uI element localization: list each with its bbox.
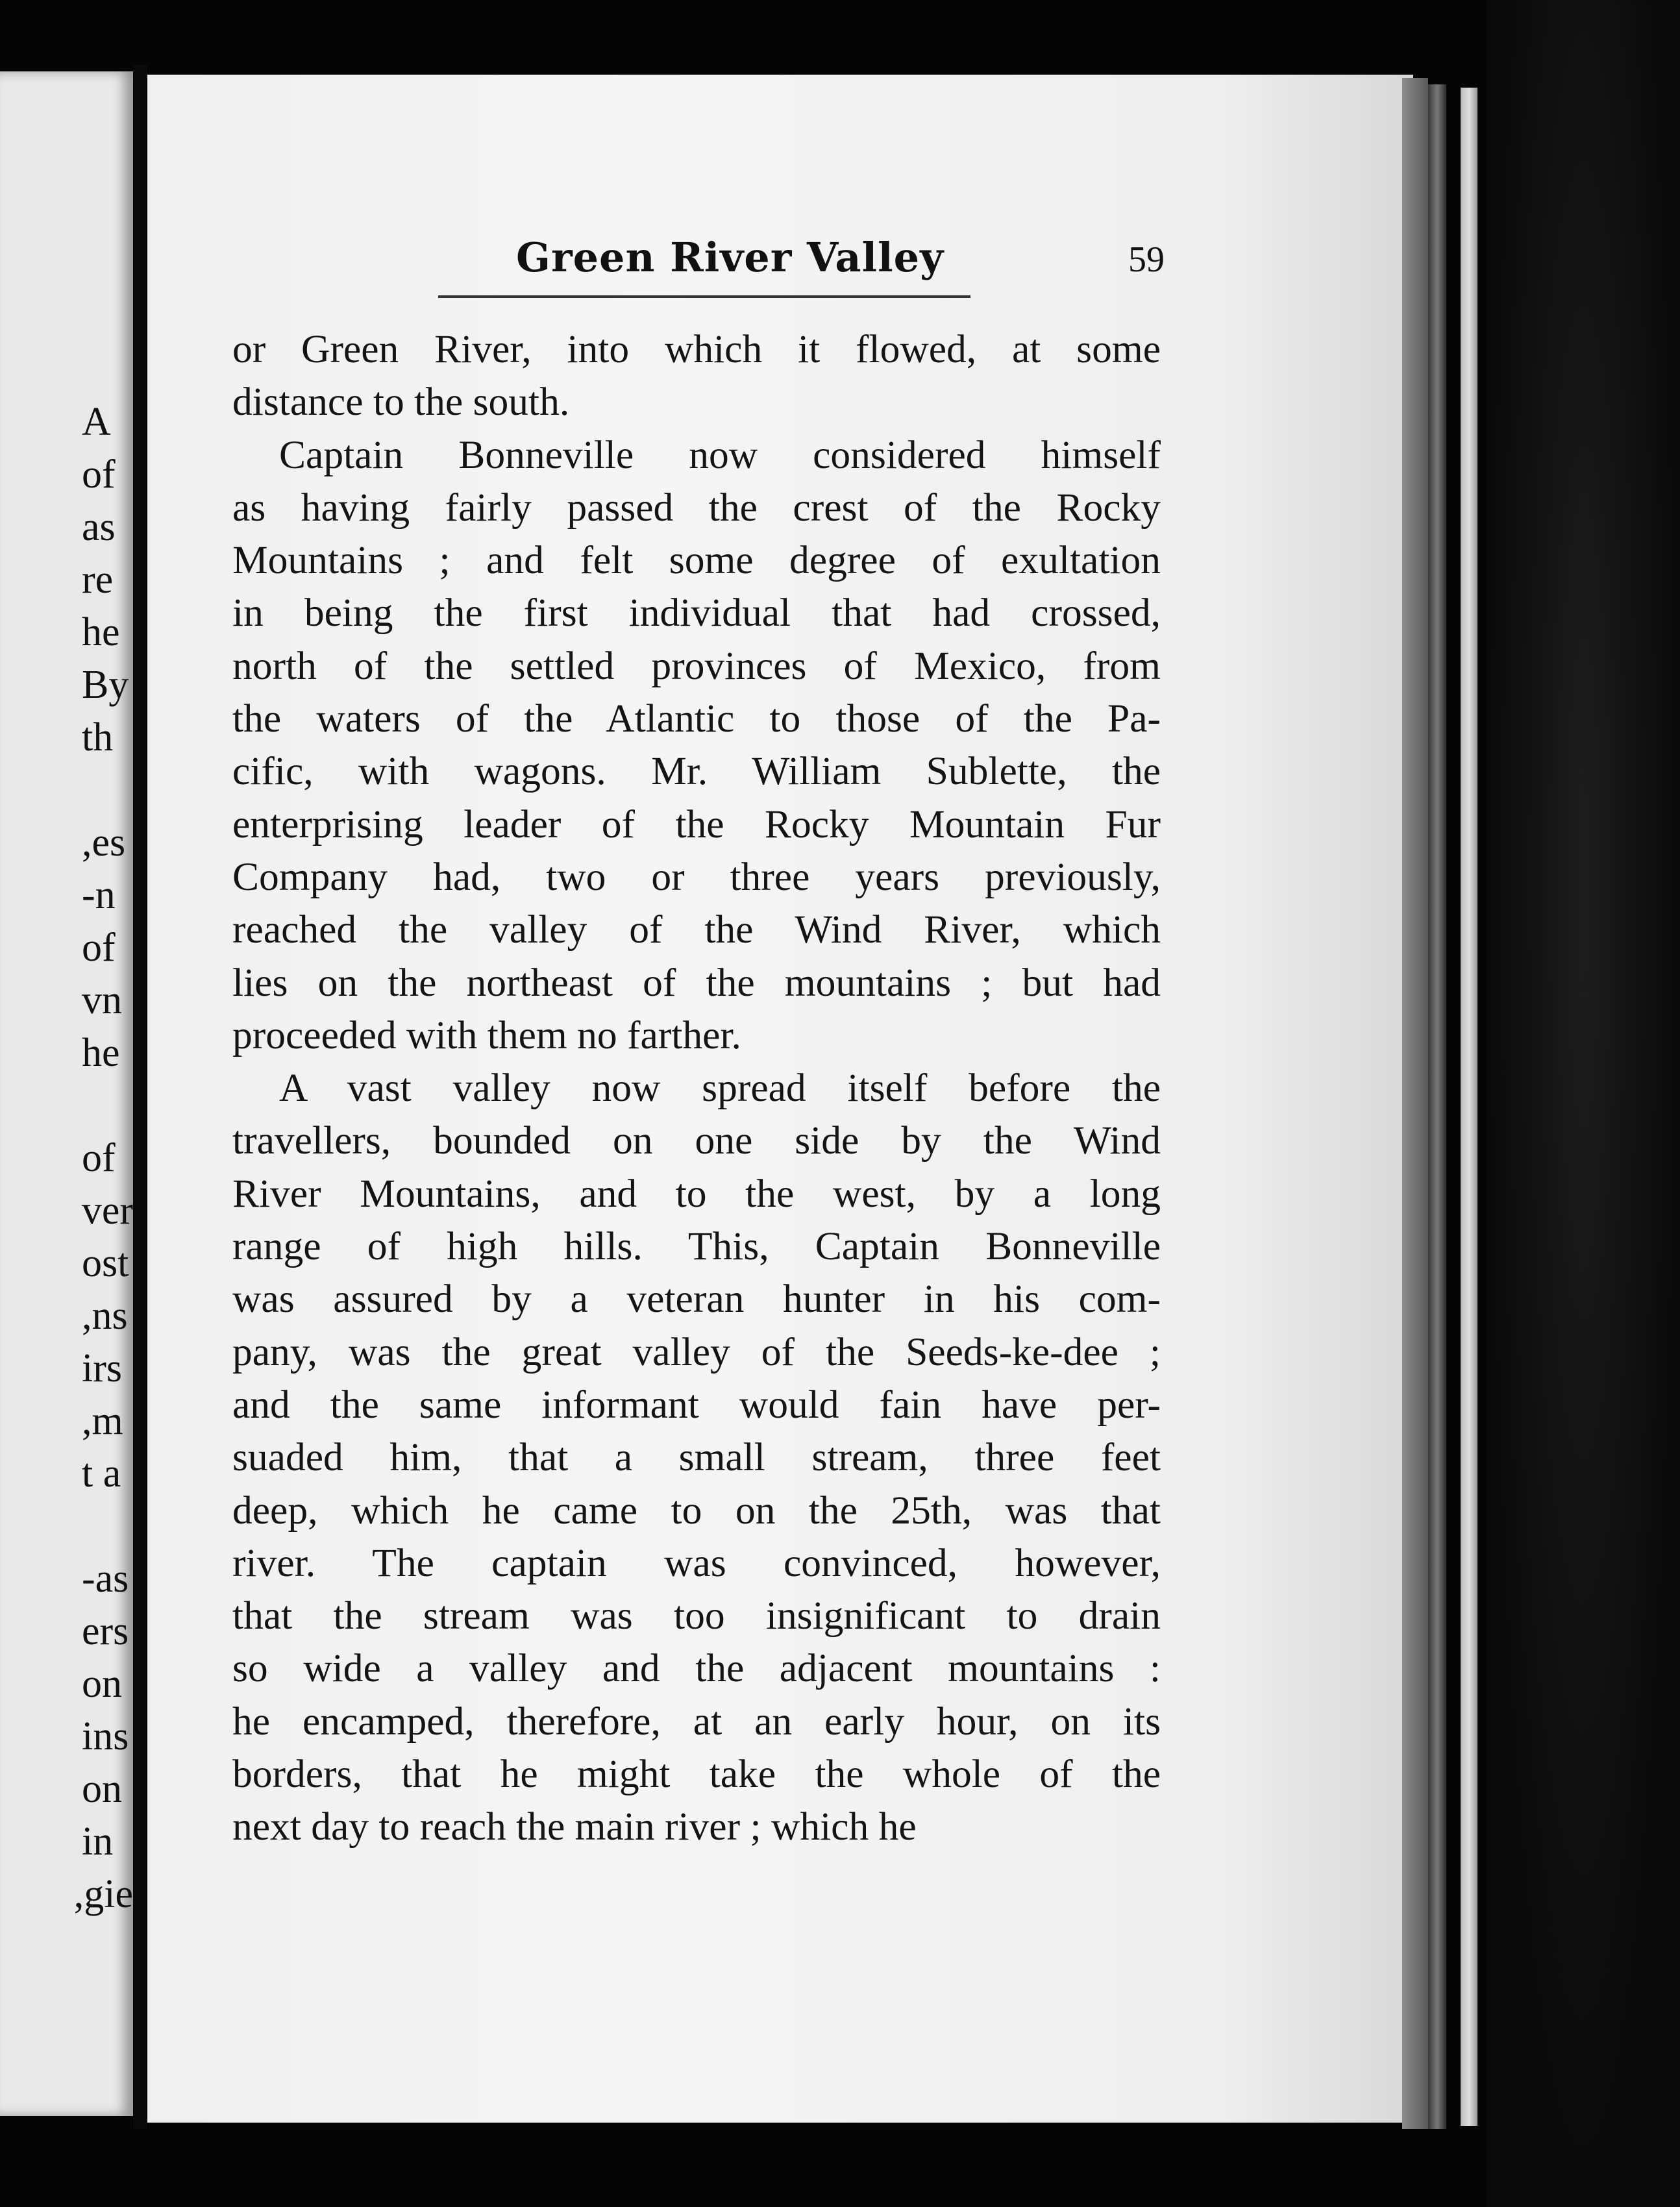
left-page-line-fragment: on bbox=[82, 1662, 122, 1706]
text-line: and the same informant would fain have per- bbox=[232, 1382, 1161, 1427]
left-page-line-fragment: of bbox=[82, 926, 116, 970]
left-page-line-fragment: vn bbox=[82, 978, 122, 1022]
text-line: he encamped, therefore, at an early hour, on its bbox=[232, 1699, 1161, 1744]
scan-background bbox=[1487, 0, 1680, 2207]
left-page-line-fragment: ers bbox=[82, 1609, 129, 1653]
text-line: Company had, two or three years previously, bbox=[232, 854, 1161, 899]
paragraph bbox=[232, 1062, 1161, 1853]
left-page-line-fragment: re bbox=[82, 558, 114, 602]
left-page-line-fragment bbox=[82, 1079, 133, 1132]
left-page-line-fragment: t a bbox=[82, 1451, 121, 1496]
left-page-line-fragment: he bbox=[82, 610, 120, 654]
text-line: enterprising leader of the Rocky Mountain Fur bbox=[232, 802, 1161, 846]
left-page-line-fragment: on bbox=[82, 1767, 122, 1811]
text-line: lies on the northeast of the mountains ; but had bbox=[232, 960, 1161, 1005]
text-line: that the stream was too insignificant to drain bbox=[232, 1594, 1161, 1638]
running-head: Green River Valley bbox=[516, 234, 945, 281]
left-page-line-fragment: m, bbox=[82, 1399, 123, 1443]
left-page-line-fragment: of bbox=[82, 1136, 116, 1180]
left-page-line-fragment: ns, bbox=[82, 1294, 128, 1338]
text-line: River Mountains, and to the west, by a long bbox=[232, 1171, 1161, 1216]
page-number: 59 bbox=[1128, 240, 1165, 280]
text-line: north of the settled provinces of Mexico, from bbox=[232, 643, 1161, 688]
text-line: next day to reach the main river ; which he bbox=[232, 1805, 917, 1849]
text-line: in being the first individual that had crossed, bbox=[232, 591, 1161, 635]
paragraph bbox=[232, 323, 1161, 429]
text-line: suaded him, that a small stream, three feet bbox=[232, 1435, 1161, 1480]
left-page bbox=[0, 71, 133, 2116]
page-edge bbox=[1402, 78, 1428, 2129]
left-page-line-fragment: es, bbox=[82, 820, 126, 865]
page-edge bbox=[1428, 84, 1446, 2129]
left-page-line-fragment: gie, bbox=[73, 1872, 133, 1916]
left-page-line-fragment: as- bbox=[82, 1557, 129, 1601]
text-line: deep, which he came to on the 25th, was that bbox=[232, 1488, 1161, 1533]
text-line: pany, was the great valley of the Seeds-ke-dee ; bbox=[232, 1329, 1161, 1374]
text-line: or Green River, into which it flowed, at some bbox=[232, 327, 1161, 371]
text-line: proceeded with them no farther. bbox=[232, 1013, 741, 1057]
text-line: river. The captain was convinced, however, bbox=[232, 1540, 1161, 1585]
left-page-line-fragment: th bbox=[82, 715, 114, 759]
left-page-line-fragment: ins bbox=[82, 1714, 129, 1758]
page-edge bbox=[1461, 88, 1477, 2126]
text-line: range of high hills. This, Captain Bonneville bbox=[232, 1224, 1161, 1269]
left-page-line-fragment: in bbox=[82, 1819, 114, 1864]
paragraph bbox=[232, 429, 1161, 1063]
book-gutter bbox=[133, 65, 147, 2129]
left-page-line-fragment: irs bbox=[82, 1346, 122, 1390]
text-line: distance to the south. bbox=[232, 380, 570, 425]
left-page-line-fragment: ver bbox=[81, 1189, 133, 1233]
left-page-line-fragment: A bbox=[82, 400, 111, 444]
left-page-line-fragment: ost bbox=[82, 1241, 129, 1285]
text-line: A vast valley now spread itself before the bbox=[279, 1066, 1161, 1111]
text-line: was assured by a veteran hunter in his com- bbox=[232, 1277, 1161, 1322]
text-line: travellers, bounded on one side by the Wind bbox=[232, 1118, 1161, 1163]
left-page-line-fragment bbox=[82, 764, 133, 817]
header-rule bbox=[438, 295, 970, 298]
text-line: Captain Bonneville now considered himself bbox=[279, 432, 1161, 477]
left-page-line-fragment: n- bbox=[82, 873, 116, 917]
text-line: Mountains ; and felt some degree of exultation bbox=[232, 538, 1161, 583]
text-line: as having fairly passed the crest of the Rocky bbox=[232, 485, 1161, 530]
text-line: the waters of the Atlantic to those of the Pa- bbox=[232, 697, 1161, 741]
left-page-line-fragment: as bbox=[82, 505, 116, 549]
text-line: cific, with wagons. Mr. William Sublette, the bbox=[232, 749, 1161, 794]
left-page-text-fragments bbox=[0, 396, 133, 1921]
left-page-line-fragment bbox=[82, 1500, 133, 1553]
text-line: borders, that he might take the whole of the bbox=[232, 1752, 1161, 1797]
text-line: so wide a valley and the adjacent mountains : bbox=[232, 1646, 1161, 1691]
left-page-line-fragment: of bbox=[82, 452, 116, 497]
left-page-line-fragment: he bbox=[82, 1031, 120, 1075]
body-text bbox=[232, 323, 1161, 1854]
left-page-line-fragment: By bbox=[82, 663, 129, 707]
text-line: reached the valley of the Wind River, which bbox=[232, 907, 1161, 952]
